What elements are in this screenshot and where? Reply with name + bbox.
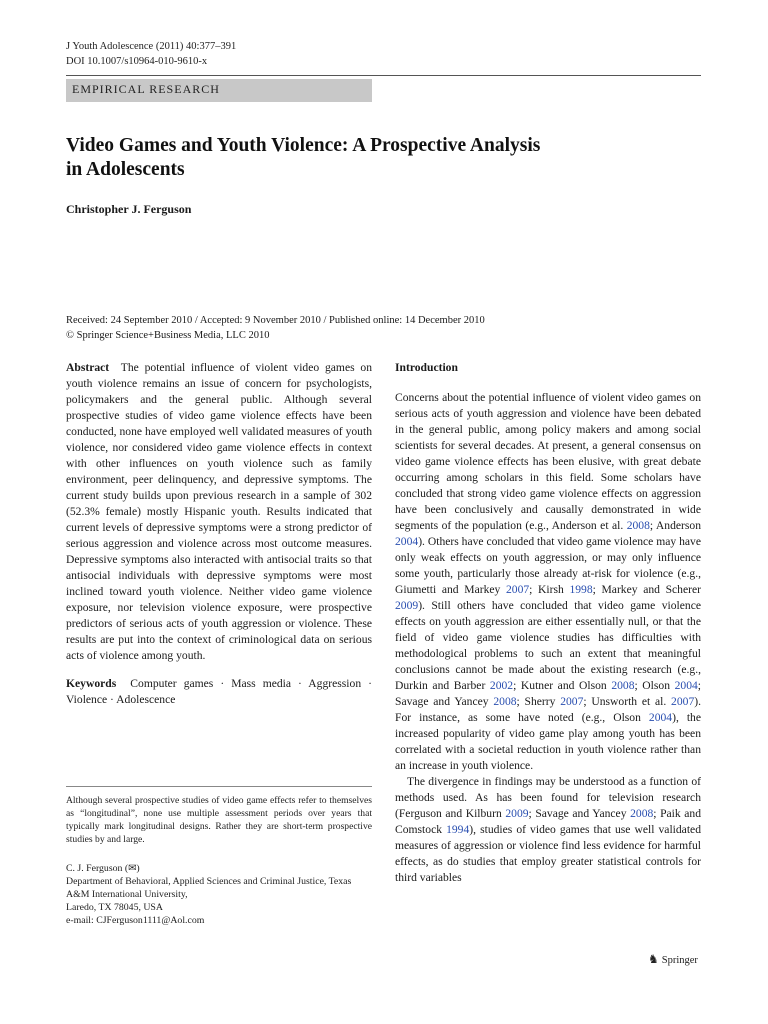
left-column [66,360,372,708]
header-rule [66,75,701,76]
citation-link[interactable]: 2008 [626,519,650,532]
journal-reference: J Youth Adolescence (2011) 40:377–391 [66,41,237,52]
abstract [66,360,372,664]
copyright: © Springer Science+Business Media, LLC 2010 [66,330,270,341]
citation-link[interactable]: 1998 [569,583,593,596]
citation-link[interactable]: 2007 [671,695,695,708]
section-banner [66,79,372,102]
citation-link[interactable]: 2008 [611,679,635,692]
article-title [66,134,626,182]
publisher-name: Springer [661,955,698,966]
author-name: Christopher J. Ferguson [66,202,192,216]
affiliation-department: Department of Behavioral, Applied Sciences and Criminal Justice, Texas A&M International University, [66,876,352,900]
citation-link[interactable]: 2004 [674,679,698,692]
keywords-label: Keywords [66,677,117,690]
abstract-text: The potential influence of violent video games on youth violence remains an issue of concern for psychologists, policymakers and the general public. Although several prospective studies of video game violence effects have been conducted, none have employed well validated measures of youth violence, nor considered video game violence effects in context with other influences on youth violence such as family environment, peer delinquency, and depressive symptoms. The current study builds upon previous research in a sample of 302 (52.3% female) mostly Hispanic youth. Results indicated that current levels of depressive symptoms were a strong predictor of serious aggression and violence across most outcome measures. Depressive symptoms also interacted with antisocial traits so that antisocial individuals with depressive symptoms were most inclined toward youth violence. Neither video game violence exposure, nor television violence exposure, were prospective predictors of serious acts of youth aggression or violence. These results are put into the context of criminological data on serious acts of violence among youth. [66,361,373,662]
citation-link[interactable]: 2009 [395,599,419,612]
title-line-2: in Adolescents [66,159,185,180]
introduction-paragraph-1: Concerns about the potential influence of violent video games on serious acts of youth aggression and violence have been debated in the general public, among policy makers and among social scientists for several decades. At present, a general consensus on video game violence effects has been elusive, with great debate occurring among scholars in this field. Some scholars have concluded that strong video game violence effects on aggression have been conclusively and causally demonstrated in wide segments of the population (e.g., Anderson et al. 2008; Anderson 2004). Others have concluded that video game violence may have only weak effects on youth aggression, or may only influence some youth, particularly those already at-risk for violence (e.g., Giumetti and Markey 2007; Kirsh 1998; Markey and Scherer 2009). Still others have concluded that video game violence effects on youth aggression are either essentially null, or that the field of video game violence studies has difficulties with methodological problems to such an extent that meaningful conclusions cannot be made about the existing research (e.g., Durkin and Barber 2002; Kutner and Olson 2008; Olson 2004; Savage and Yancey 2008; Sherry 2007; Unsworth et al. 2007). For instance, as some have noted (e.g., Olson 2004), the increased popularity of video game play among youth has been correlated with a societal reduction in youth violence rather than an increase in youth violence. [395,391,702,772]
section-label: EMPIRICAL RESEARCH [72,82,220,96]
affiliation-address: Laredo, TX 78045, USA [66,902,163,913]
citation-link[interactable]: 2007 [505,583,530,596]
footnote-rule [66,786,372,787]
introduction-paragraph-2: The divergence in findings may be understood as a function of methods used. As has been found for television research (Ferguson and Kilburn 2009; Savage and Yancey 2008; Paik and Comstock 1994), studies of video games that use well validated measures of aggression or violence find less evidence for harmful effects, as do studies that employ greater statistical controls for third variables [395,775,702,884]
citation-link[interactable]: 2007 [560,695,584,708]
citation-link[interactable]: 2004 [395,535,419,548]
citation-link[interactable]: 2009 [505,807,529,820]
introduction-heading: Introduction [395,361,458,374]
keywords [66,676,372,708]
affiliation-email: e-mail: CJFerguson1111@Aol.com [66,915,205,926]
abstract-label: Abstract [66,361,110,374]
citation-link[interactable]: 2002 [489,679,514,692]
affiliation-name: C. J. Ferguson (✉) [66,863,140,874]
doi: DOI 10.1007/s10964-010-9610-x [66,56,208,67]
citation-link[interactable]: 2008 [493,695,517,708]
keywords-text: Computer games · Mass media · Aggression · Violence · Adolescence [66,677,372,706]
springer-horse-icon: ♞ [648,952,659,966]
citation-link[interactable]: 1994 [446,823,470,836]
footnote: Although several prospective studies of video game effects refer to themselves as “longitudinal”, none use multiple assessment periods over years that typically mark longitudinal designs. Rather they are short-term prospective studies by and large. [66,795,372,845]
affiliation [66,862,372,927]
citation-link[interactable]: 2004 [648,711,673,724]
title-line-1: Video Games and Youth Violence: A Prospective Analysis [66,135,541,156]
publication-dates: Received: 24 September 2010 / Accepted: 9 November 2010 / Published online: 14 December 2010 [66,315,485,326]
right-column [395,360,701,886]
citation-link[interactable]: 2008 [630,807,654,820]
publisher-footer [648,952,698,967]
